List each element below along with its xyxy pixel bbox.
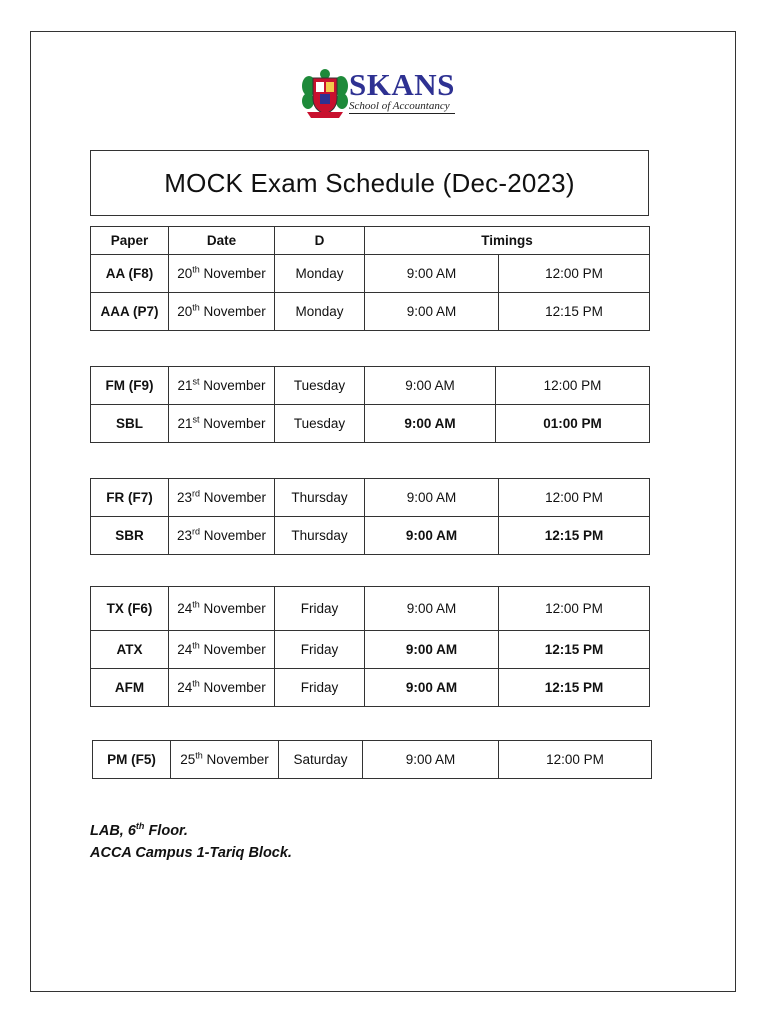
start-time-cell: 9:00 AM (365, 587, 499, 631)
skans-logo (301, 68, 466, 120)
date-cell: 21st November (169, 367, 275, 405)
day-cell: Monday (275, 293, 365, 331)
table-row (91, 631, 650, 669)
crest-icon (301, 68, 349, 120)
page-title: MOCK Exam Schedule (Dec-2023) (164, 167, 575, 198)
date-cell: 21st November (169, 405, 275, 443)
day-cell: Friday (275, 631, 365, 669)
table-row (91, 479, 650, 517)
day-cell: Monday (275, 255, 365, 293)
table-row (91, 517, 650, 555)
header-date: Date (169, 227, 275, 255)
end-time-cell: 12:00 PM (496, 367, 650, 405)
brand-name: SKANS (349, 67, 455, 102)
end-time-cell: 12:00 PM (499, 255, 650, 293)
paper-cell: TX (F6) (91, 587, 169, 631)
day-cell: Saturday (279, 741, 363, 779)
date-cell: 20th November (169, 255, 275, 293)
venue-info (90, 820, 292, 864)
end-time-cell: 12:15 PM (499, 631, 650, 669)
date-cell: 24th November (169, 587, 275, 631)
start-time-cell: 9:00 AM (363, 741, 499, 779)
header-timings: Timings (365, 227, 650, 255)
date-cell: 24th November (169, 669, 275, 707)
start-time-cell: 9:00 AM (365, 367, 496, 405)
table-row (93, 741, 652, 779)
day-cell: Thursday (275, 479, 365, 517)
end-time-cell: 12:00 PM (499, 741, 652, 779)
end-time-cell: 12:00 PM (499, 479, 650, 517)
schedule-table-group-5 (92, 740, 652, 779)
title-box (90, 150, 649, 216)
end-time-cell: 12:00 PM (499, 587, 650, 631)
day-cell: Tuesday (275, 405, 365, 443)
paper-cell: SBL (91, 405, 169, 443)
header-paper: Paper (91, 227, 169, 255)
paper-cell: AFM (91, 669, 169, 707)
paper-cell: AA (F8) (91, 255, 169, 293)
paper-cell: PM (F5) (93, 741, 171, 779)
start-time-cell: 9:00 AM (365, 405, 496, 443)
table-row (91, 405, 650, 443)
table-row (91, 255, 650, 293)
paper-cell: ATX (91, 631, 169, 669)
start-time-cell: 9:00 AM (365, 631, 499, 669)
day-cell: Tuesday (275, 367, 365, 405)
day-cell: Friday (275, 587, 365, 631)
end-time-cell: 12:15 PM (499, 293, 650, 331)
paper-cell: FM (F9) (91, 367, 169, 405)
day-cell: Thursday (275, 517, 365, 555)
paper-cell: AAA (P7) (91, 293, 169, 331)
day-cell: Friday (275, 669, 365, 707)
paper-cell: FR (F7) (91, 479, 169, 517)
table-header-row (91, 227, 650, 255)
table-row (91, 367, 650, 405)
start-time-cell: 9:00 AM (365, 479, 499, 517)
end-time-cell: 12:15 PM (499, 517, 650, 555)
date-cell: 23rd November (169, 479, 275, 517)
brand-tagline: School of Accountancy (349, 100, 455, 114)
start-time-cell: 9:00 AM (365, 517, 499, 555)
end-time-cell: 12:15 PM (499, 669, 650, 707)
date-cell: 23rd November (169, 517, 275, 555)
paper-cell: SBR (91, 517, 169, 555)
venue-line-2: ACCA Campus 1-Tariq Block. (90, 845, 292, 861)
date-cell: 25th November (171, 741, 279, 779)
start-time-cell: 9:00 AM (365, 255, 499, 293)
table-row (91, 669, 650, 707)
date-cell: 20th November (169, 293, 275, 331)
start-time-cell: 9:00 AM (365, 293, 499, 331)
table-row (91, 293, 650, 331)
end-time-cell: 01:00 PM (496, 405, 650, 443)
date-cell: 24th November (169, 631, 275, 669)
header-day: D (275, 227, 365, 255)
schedule-table-group-3 (90, 478, 650, 555)
schedule-table-group-2 (90, 366, 650, 443)
venue-line-1: LAB, 6th Floor. (90, 821, 188, 839)
start-time-cell: 9:00 AM (365, 669, 499, 707)
table-row (91, 587, 650, 631)
schedule-table-group-4 (90, 586, 650, 707)
schedule-table-group-1 (90, 226, 650, 331)
